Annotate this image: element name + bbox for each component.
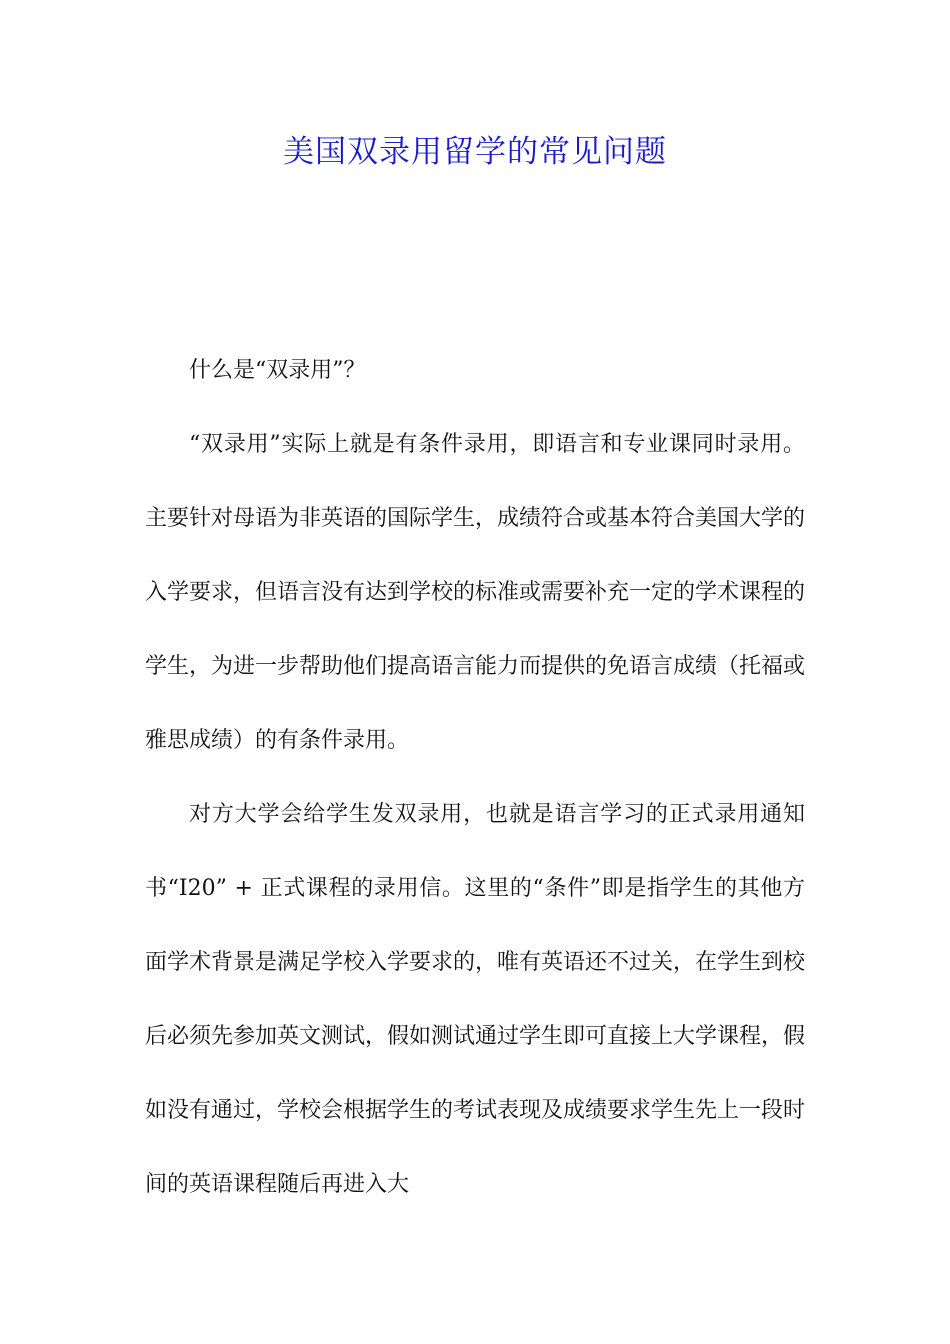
document-body bbox=[145, 334, 805, 1222]
paragraph-details: 对方大学会给学生发双录用，也就是语言学习的正式录用通知书“I20” + 正式课程的录用信。这里的“条件”即是指学生的其他方面学术背景是满足学校入学要求的，唯有英语还不过关，在学生到校后必须先参加英文测试，假如测试通过学生即可直接上大学课程，假如没有通过，学校会根据学生的考试表现及成绩要求学生先上一段时间的英语课程随后再进入大 bbox=[145, 802, 806, 1197]
document-title: 美国双录用留学的常见问题 bbox=[283, 134, 667, 170]
paragraph-definition: “双录用”实际上就是有条件录用，即语言和专业课同时录用。主要针对母语为非英语的国际学生，成绩符合或基本符合美国大学的入学要求，但语言没有达到学校的标准或需要补充一定的学术课程的学生，为进一步帮助他们提高语言能力而提供的免语言成绩（托福或雅思成绩）的有条件录用。 bbox=[145, 432, 806, 753]
paragraph-question: 什么是“双录用”？ bbox=[189, 358, 366, 383]
